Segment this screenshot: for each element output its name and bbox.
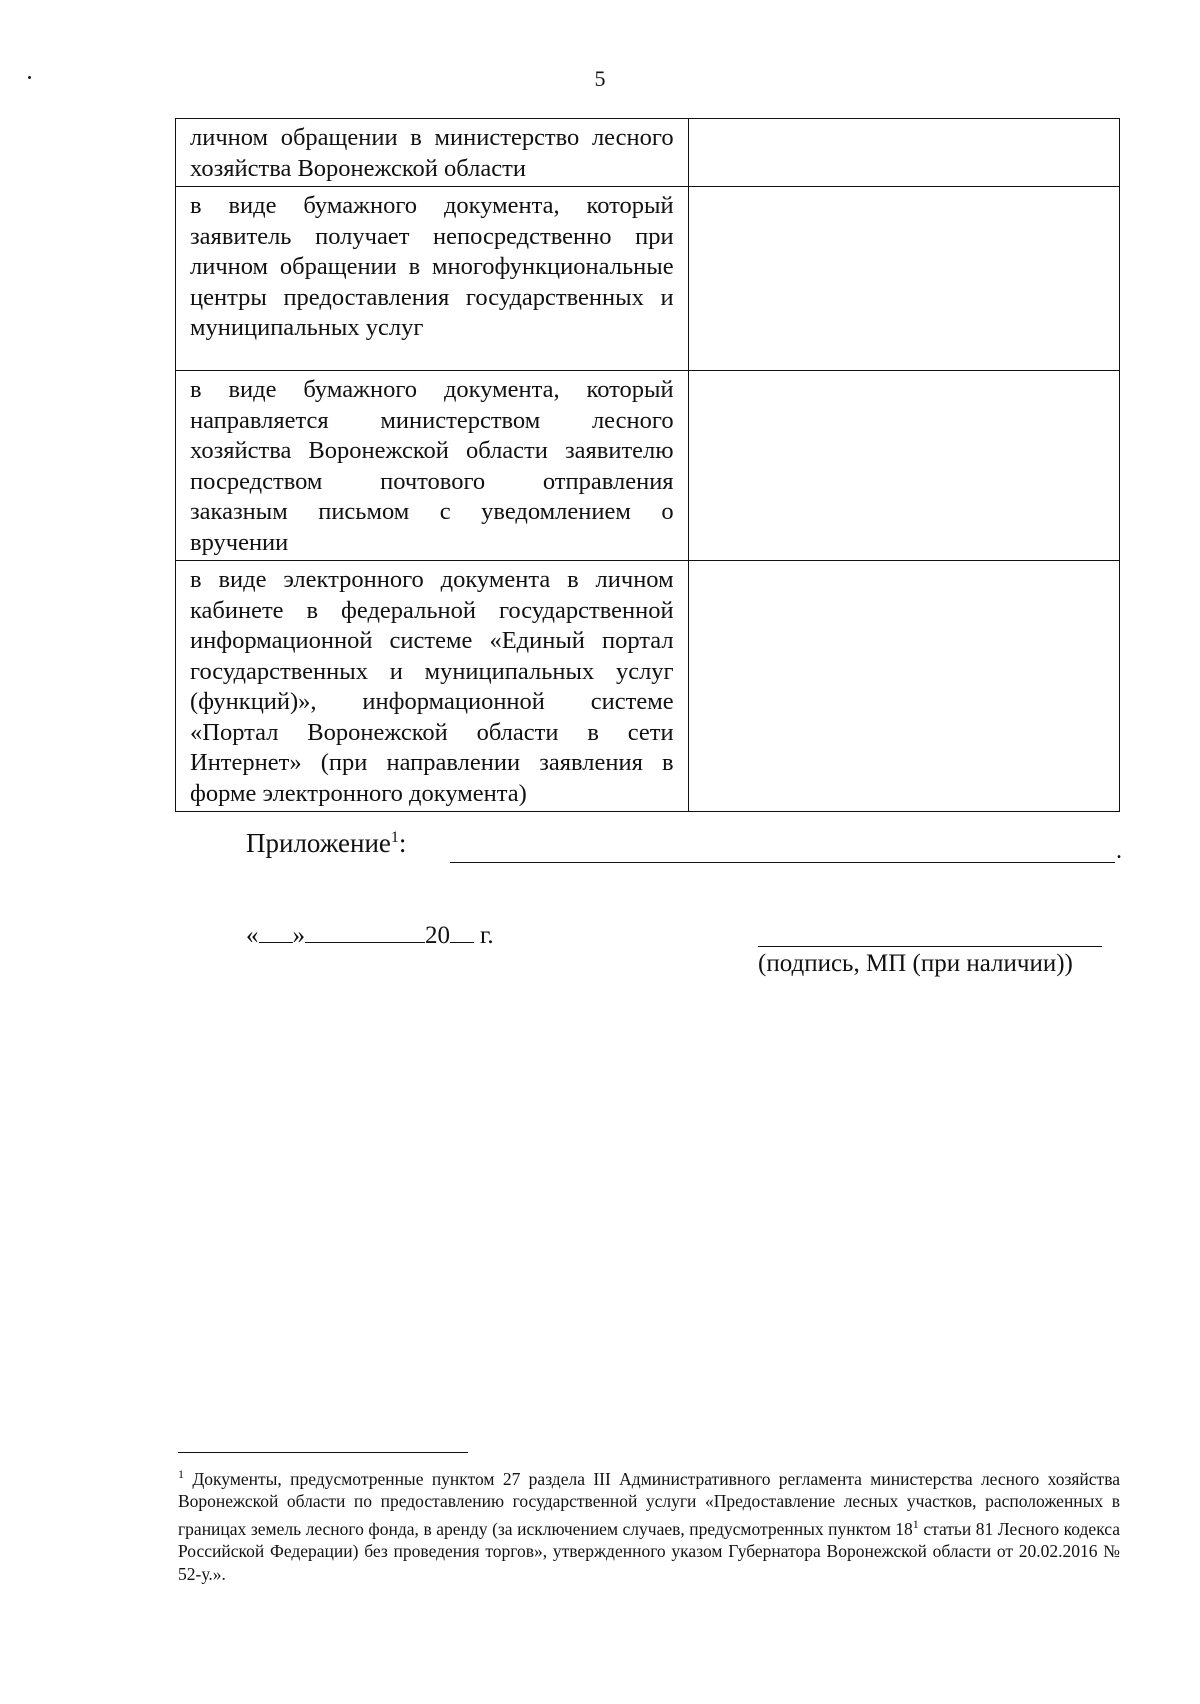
page-number: 5: [594, 66, 606, 91]
footnote-reference: 1: [390, 829, 399, 846]
table-row: [176, 187, 1120, 371]
table-row: [176, 371, 1120, 561]
delivery-method-cell: личном обращении в министерство лесного хозяйства Воронежской области: [176, 119, 689, 187]
attachment-colon: :: [398, 828, 407, 858]
attachment-label: [246, 828, 406, 859]
delivery-method-table: [175, 118, 1120, 812]
signature-line[interactable]: [758, 946, 1102, 947]
footnote: [178, 1463, 1120, 1585]
footnote-separator: [178, 1452, 468, 1453]
date-close-quote: »: [292, 922, 305, 949]
selection-cell[interactable]: [688, 561, 1119, 812]
date-open-quote: «: [246, 922, 259, 949]
selection-cell[interactable]: [688, 187, 1119, 371]
year-prefix: 20: [425, 922, 450, 949]
footnote-marker: 1: [178, 1467, 184, 1481]
table-row: [176, 561, 1120, 812]
month-blank[interactable]: [305, 918, 425, 943]
attachment-label-text: Приложение: [246, 828, 391, 858]
delivery-method-cell: в виде бумажного документа, который заявитель получает непосредственно при личном обращении в многофункциональные центры предоставления государственных и муниципальных услуг: [176, 187, 689, 371]
selection-cell[interactable]: [688, 371, 1119, 561]
footnote-superscript: 1: [912, 1516, 919, 1531]
delivery-method-cell: в виде бумажного документа, который направляется министерством лесного хозяйства Воронежской области заявителю посредством почтового отправления заказным письмом с уведомлением о вручении: [176, 371, 689, 561]
attachment-blank-line[interactable]: [450, 862, 1115, 863]
table-row: [176, 119, 1120, 187]
footnote-text-continued: статьи 81 Лесного кодекса Российской Федерации) без проведения торгов», утвержденного указом Губернатора Воронежской области от 20.02.2016 № 52-у.».: [178, 1518, 1121, 1584]
selection-cell[interactable]: [688, 119, 1119, 187]
year-suffix: г.: [480, 922, 494, 949]
signature-caption: (подпись, МП (при наличии)): [758, 950, 1073, 977]
year-blank[interactable]: [450, 918, 474, 943]
delivery-method-cell: в виде электронного документа в личном кабинете в федеральной государственной информационной системе «Единый портал государственных и муниципальных услуг (функций)», информационной системе «Портал Воронежской области в сети Интернет» (при направлении заявления в форме электронного документа): [176, 561, 689, 812]
day-blank[interactable]: [259, 918, 293, 943]
attachment-end-period: .: [1116, 838, 1122, 864]
footnote-text: Документы, предусмотренные пунктом 27 раздела III Административного регламента министерства лесного хозяйства Воронежской области по предоставлению государственной услуги «Предоставление лесных участков, расположенных в границах земель лесного фонда, в аренду (за исключением случаев, предусмотренных пунктом 18: [178, 1468, 1120, 1539]
date-field: [246, 918, 494, 950]
scan-speck: [28, 76, 31, 79]
